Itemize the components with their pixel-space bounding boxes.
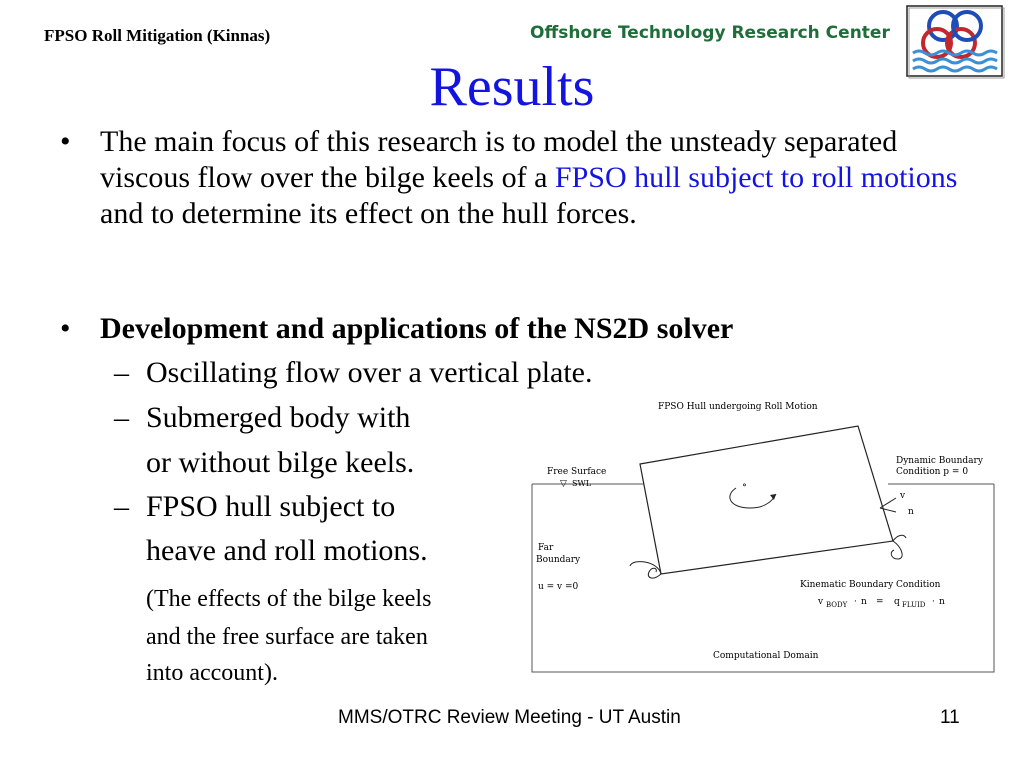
velocity-arrow bbox=[880, 498, 896, 508]
sub-bullet-oscillating-flow: Oscillating flow over a vertical plate. bbox=[146, 356, 593, 389]
swl-label: SWL bbox=[572, 479, 592, 488]
eq-dot: · bbox=[932, 597, 935, 607]
fpso-hull bbox=[640, 426, 893, 574]
sub-bullet-submerged-body-cont: or without bilge keels. bbox=[146, 446, 415, 479]
sub-bullet-dash: – bbox=[114, 356, 129, 389]
bilge-keel-right bbox=[891, 541, 902, 559]
kinematic-bc-equation bbox=[817, 597, 945, 609]
bullet-ns2d-solver: Development and applications of the NS2D solver bbox=[100, 312, 734, 345]
bullet-marker: • bbox=[60, 125, 71, 158]
fpso-roll-diagram bbox=[518, 396, 1014, 678]
sub-bullet-submerged-body: Submerged body with bbox=[146, 401, 411, 434]
far-boundary-label: Far bbox=[538, 543, 554, 553]
eq-q: q bbox=[894, 597, 900, 607]
eq-dot: · bbox=[854, 597, 857, 607]
bilge-keel-right-arc bbox=[893, 535, 906, 541]
eq-body: BODY bbox=[826, 601, 848, 609]
no-slip-condition: u = v =0 bbox=[538, 582, 579, 592]
roll-center-mark: ∘ bbox=[742, 480, 747, 491]
sub-bullet-dash: – bbox=[114, 490, 129, 523]
free-surface-label: Free Surface bbox=[547, 467, 607, 477]
bullet-highlight: FPSO hull subject to roll motions bbox=[554, 161, 958, 194]
velocity-label: v bbox=[900, 491, 906, 501]
header-organization-name: Offshore Technology Research Center bbox=[530, 23, 890, 43]
eq-v: v bbox=[818, 597, 824, 607]
sub-bullet-fpso-hull: FPSO hull subject to bbox=[146, 490, 396, 523]
footer-meeting: MMS/OTRC Review Meeting - UT Austin bbox=[338, 707, 681, 728]
note-line: into account). bbox=[146, 660, 278, 686]
diagram-title: FPSO Hull undergoing Roll Motion bbox=[658, 402, 818, 412]
footer-page-number: 11 bbox=[940, 707, 960, 728]
eq-equals: = bbox=[876, 597, 884, 607]
sub-bullet-dash: – bbox=[114, 401, 129, 434]
note-line: and the free surface are taken bbox=[146, 624, 428, 650]
bullet-research-focus bbox=[100, 124, 960, 232]
header-left-title: FPSO Roll Mitigation (Kinnas) bbox=[44, 26, 271, 45]
bullet-marker: • bbox=[60, 312, 71, 345]
eq-n2: n bbox=[939, 597, 945, 607]
slide-title: Results bbox=[429, 56, 595, 118]
normal-label: n bbox=[908, 507, 914, 517]
far-boundary-label-cont: Boundary bbox=[536, 555, 581, 565]
swl-marker-icon: ▽ bbox=[560, 479, 567, 489]
bullet-text: The main focus of this research is to model the unsteady separated viscous flow over the bilge keels of a bbox=[100, 125, 898, 194]
kinematic-bc-label: Kinematic Boundary Condition bbox=[800, 580, 941, 590]
bullet-text: and to determine its effect on the hull forces. bbox=[100, 197, 637, 230]
computational-domain-label: Computational Domain bbox=[713, 651, 819, 661]
dynamic-bc-label: Dynamic Boundary bbox=[896, 456, 983, 466]
eq-fluid: FLUID bbox=[902, 601, 926, 609]
eq-n1: n bbox=[861, 597, 867, 607]
sub-bullet-fpso-hull-cont: heave and roll motions. bbox=[146, 534, 428, 567]
dynamic-bc-condition: Condition p = 0 bbox=[896, 467, 969, 477]
note-line: (The effects of the bilge keels bbox=[146, 586, 432, 612]
